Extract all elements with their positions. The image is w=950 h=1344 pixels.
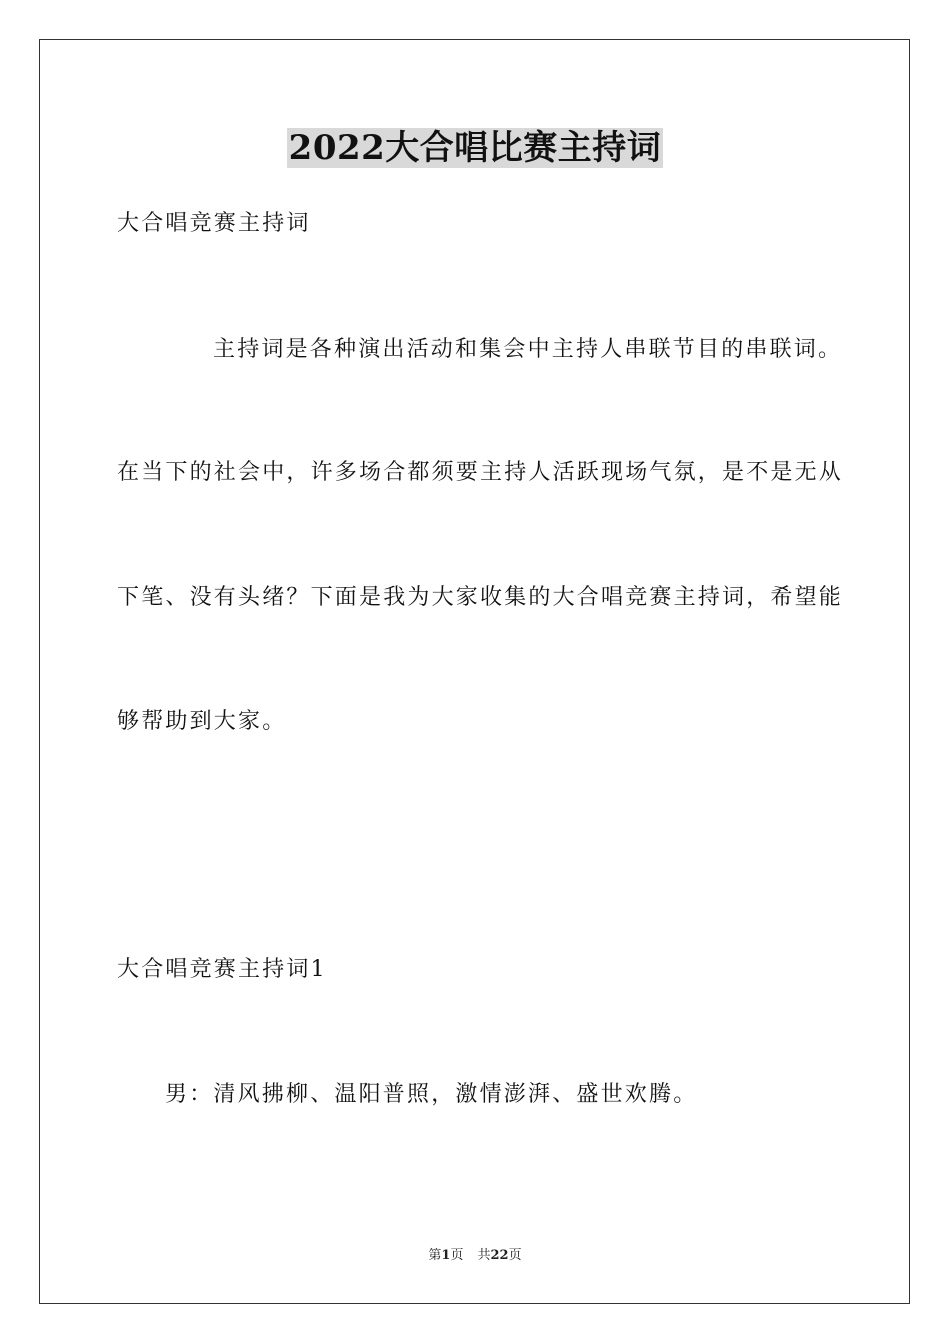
section-heading: 大合唱竞赛主持词1 (117, 957, 327, 982)
footer-total-unit: 页 (508, 1248, 522, 1263)
document-subtitle: 大合唱竞赛主持词 (117, 211, 311, 236)
section-line-1: 男：清风拂柳、温阳普照，激情澎湃、盛世欢腾。 (165, 1082, 698, 1107)
intro-line-4: 够帮助到大家。 (117, 709, 287, 734)
footer-page-total: 22 (490, 1248, 509, 1263)
footer-page-unit: 页 (450, 1248, 464, 1263)
intro-line-3: 下笔、没有头绪？下面是我为大家收集的大合唱竞赛主持词，希望能 (117, 585, 844, 610)
document-title (0, 128, 950, 168)
footer-page-prefix: 第 (428, 1248, 442, 1263)
page-footer (0, 1247, 950, 1265)
intro-line-1: 主持词是各种演出活动和集会中主持人串联节目的串联词。 (213, 337, 843, 362)
footer-total-prefix: 共 (477, 1248, 491, 1263)
intro-line-2: 在当下的社会中，许多场合都须要主持人活跃现场气氛，是不是无从 (117, 460, 844, 485)
footer-page-current: 1 (441, 1248, 451, 1263)
document-title-text: 2022大合唱比赛主持词 (288, 128, 662, 168)
